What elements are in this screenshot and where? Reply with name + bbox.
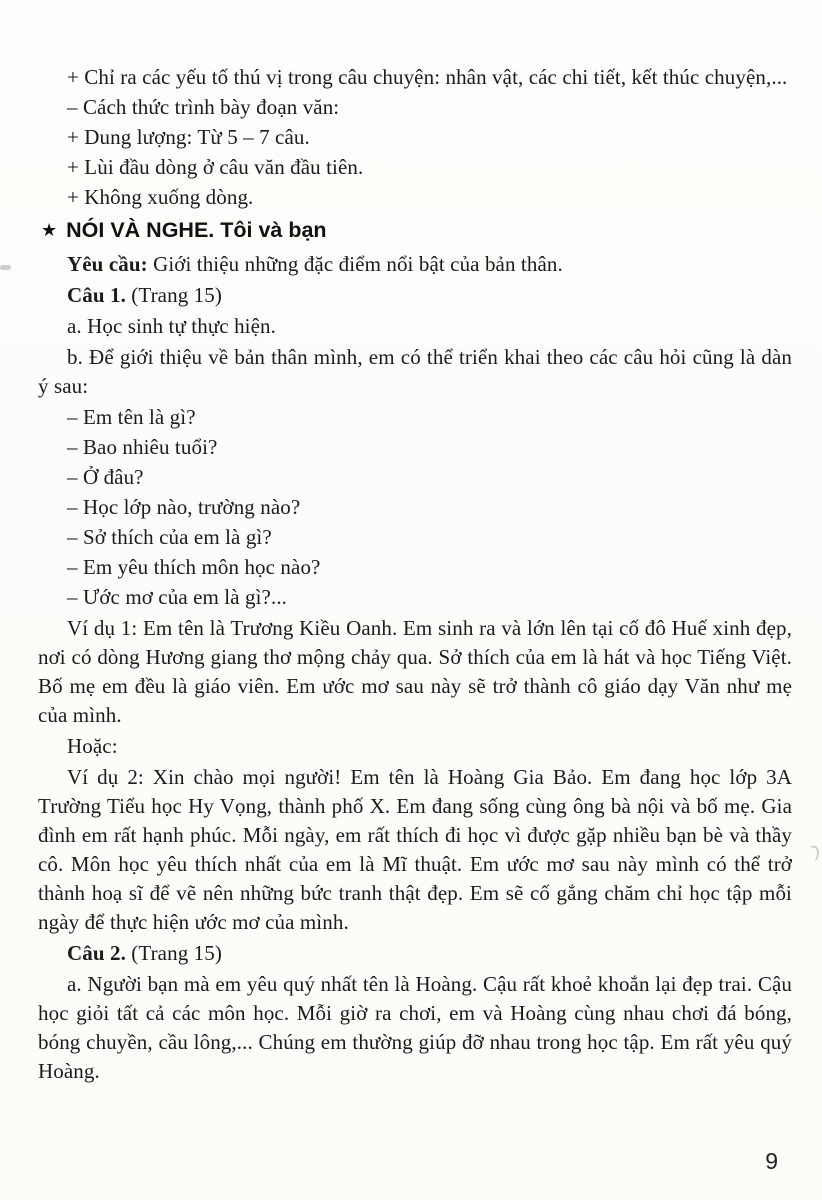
dash-item: – Em yêu thích môn học nào? [67, 555, 321, 579]
section-heading [41, 216, 792, 246]
dash-item: – Sở thích của em là gì? [67, 525, 272, 549]
question-2-page-ref: (Trang 15) [125, 941, 222, 965]
question-1-page-ref: (Trang 15) [125, 283, 222, 307]
section-heading-label: NÓI VÀ NGHE. Tôi và bạn [66, 218, 327, 242]
plus-item: + Dung lượng: Từ 5 – 7 câu. [67, 125, 310, 149]
star-icon: ★ [41, 220, 58, 240]
requirement-text: Giới thiệu những đặc điểm nổi bật của bản thân. [147, 252, 563, 276]
question-1-label: Câu 1. [67, 283, 126, 307]
answer-line-a: a. Học sinh tự thực hiện. [67, 314, 276, 338]
plus-item: + Không xuống dòng. [67, 185, 254, 209]
page-number: 9 [765, 1148, 778, 1174]
dash-item: – Học lớp nào, trường nào? [67, 495, 301, 519]
scan-artifact-right-edge [809, 845, 820, 861]
requirement-line [38, 250, 792, 279]
plus-item: + Lùi đầu dòng ở câu văn đầu tiên. [67, 155, 364, 179]
question-1-heading [38, 281, 792, 310]
dash-item: – Bao nhiêu tuổi? [67, 435, 218, 459]
dash-item: – Ước mơ của em là gì?... [67, 585, 288, 609]
plus-item: + Chỉ ra các yếu tố thú vị trong câu chuyện: nhân vật, các chi tiết, kết thúc chuyện,... [67, 65, 788, 89]
requirement-label: Yêu cầu: [67, 252, 148, 276]
question-2-heading [38, 939, 792, 968]
question-2-label: Câu 2. [67, 941, 126, 965]
dash-item: – Cách thức trình bày đoạn văn: [67, 95, 340, 119]
page-content [38, 63, 792, 1086]
example-1-paragraph: Ví dụ 1: Em tên là Trương Kiều Oanh. Em sinh ra và lớn lên tại cố đô Huế xinh đẹp, nơi có dòng Hương giang thơ mộng chảy qua. Sở thích của em là hát và học Tiếng Việt. Bố mẹ em đều là giáo viên. Em ước mơ sau này sẽ trở thành cô giáo dạy Văn như mẹ của mình. [38, 616, 792, 727]
scan-artifact-left-edge [0, 265, 11, 270]
or-line: Hoặc: [67, 734, 118, 758]
dash-item: – Ở đâu? [67, 465, 144, 489]
example-2-paragraph: Ví dụ 2: Xin chào mọi người! Em tên là Hoàng Gia Bảo. Em đang học lớp 3A Trường Tiểu học Hy Vọng, thành phố X. Em đang sống cùng ông bà nội và bố mẹ. Gia đình em rất hạnh phúc. Mỗi ngày, em rất thích đi học vì được gặp nhiều bạn bè và thầy cô. Môn học yêu thích nhất của em là Mĩ thuật. Em ước mơ sau này mình có thể trở thành hoạ sĩ để vẽ nên những bức tranh thật đẹp. Em sẽ cố gắng chăm chỉ học tập mỗi ngày để thực hiện ước mơ của mình. [38, 765, 792, 934]
answer-line-b: b. Để giới thiệu về bản thân mình, em có thể triển khai theo các câu hỏi cũng là dàn ý sau: [38, 345, 792, 398]
dash-item: – Em tên là gì? [67, 405, 196, 429]
question-2-answer-paragraph: a. Người bạn mà em yêu quý nhất tên là Hoàng. Cậu rất khoẻ khoắn lại đẹp trai. Cậu học giỏi tất cả các môn học. Mỗi giờ ra chơi, em và Hoàng cùng nhau chơi đá bóng, bóng chuyền, cầu lông,... Chúng em thường giúp đỡ nhau trong học tập. Em rất yêu quý Hoàng. [38, 972, 792, 1083]
